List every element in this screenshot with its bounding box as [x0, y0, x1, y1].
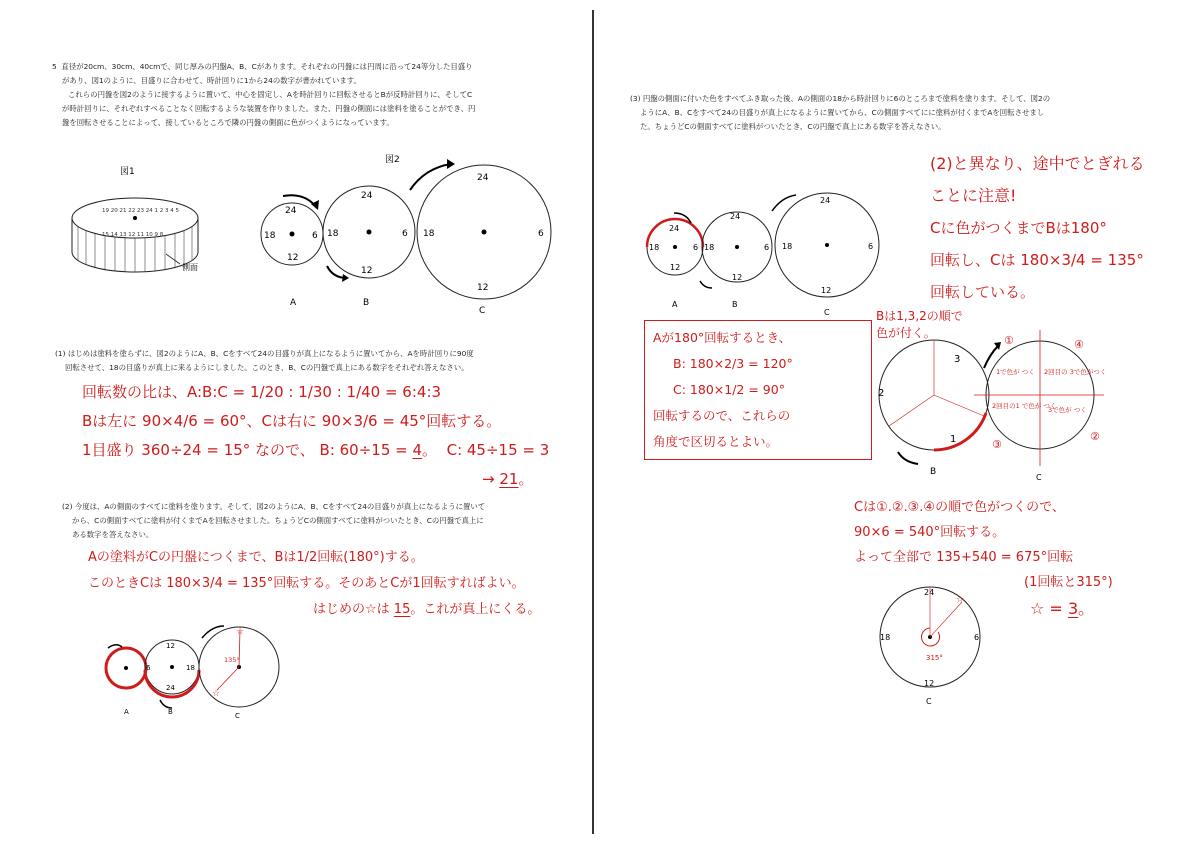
svg-text:24: 24	[924, 588, 935, 597]
svg-text:18: 18	[423, 229, 435, 239]
svg-text:C: C	[1036, 473, 1042, 482]
figure-2	[255, 150, 565, 320]
svg-text:6: 6	[402, 229, 408, 239]
c-quadrant-4: 3で色が つく	[1048, 406, 1087, 414]
mark-4: ④	[1074, 338, 1084, 351]
svg-text:6: 6	[868, 242, 874, 251]
answer-b: 4	[412, 441, 423, 459]
b-order-note: Bは1,3,2の順で 色が付く。	[876, 309, 963, 340]
mark-2: ②	[1090, 430, 1100, 443]
svg-text:6: 6	[312, 231, 318, 241]
svg-text:18: 18	[264, 231, 276, 241]
svg-text:6: 6	[974, 633, 980, 642]
question-1-solution: 回転数の比は、A:B:C = 1/20 : 1/30 : 1/40 = 6:4:3 Bは左に 90×4/6 = 60°、Cは右に 90×3/6 = 45°回転する。 1目盛り 360÷24 = 15° なので、 B: 60÷15 = 4。 C: 45÷15 = 3 → 21。	[82, 383, 550, 488]
svg-text:18: 18	[880, 633, 891, 642]
b-c-figure	[864, 328, 1154, 488]
svg-text:12: 12	[287, 253, 299, 263]
svg-text:24: 24	[361, 191, 373, 201]
c-quadrant-1: 1で色が つく	[996, 368, 1035, 376]
svg-text:19 20 21 22 23 24 1 2 3 4 5: 19 20 21 22 23 24 1 2 3 4 5	[102, 208, 179, 214]
question-2-text: (2) 今度は、Aの側面のすべてに塗料を塗ります。そして、図2のようにA、B、Cをすべて24の目盛りが真上になるように置いて から、Cの側面すべてに塗料が付くまでAを回転させました。ちょうどCの側面すべてに塗料がついたとき、Cの円盤で真上に ある数字を答えなさい。	[62, 502, 486, 539]
svg-text:A: A	[124, 708, 129, 716]
angle-135-label: 135°	[224, 656, 240, 664]
svg-text:24: 24	[820, 196, 831, 205]
c-quadrant-3: 2回目の1 で色が つく	[992, 402, 1057, 410]
svg-text:1: 1	[950, 434, 957, 445]
question-2-solution: Aの塗料がCの円盤につくまで、Bは1/2回転(180°)する。 このときCは 180×3/4 = 135°回転する。そのあとCが1回転すればよい。 はじめの☆は 15。これが真上にくる。	[88, 550, 541, 617]
question-2-figure	[100, 620, 290, 720]
rotation-box: Aが180°回転するとき、 B: 180×2/3 = 120° C: 180×1/2 = 90° 回転するので、これらの 角度で区切るとよい。	[644, 320, 872, 460]
svg-text:12: 12	[166, 642, 175, 650]
svg-text:24: 24	[166, 684, 175, 692]
angle-315-label: 315°	[926, 654, 943, 662]
svg-text:18: 18	[327, 229, 339, 239]
disk-c-label: C	[479, 306, 486, 316]
svg-text:12: 12	[821, 286, 832, 295]
svg-text:C: C	[926, 697, 932, 706]
svg-text:C: C	[824, 308, 830, 317]
svg-text:☆: ☆	[236, 627, 245, 637]
right-page	[594, 0, 1200, 848]
answer-q3: 3	[1067, 599, 1079, 618]
svg-text:12: 12	[670, 263, 681, 272]
svg-text:6: 6	[764, 243, 770, 252]
disk-b-label: B	[363, 298, 370, 308]
answer-c: 21	[499, 470, 519, 488]
problem-statement: 5 直径が20cm、30cm、40cmで、同じ厚みの円盤A、B、Cがあります。それぞれの円盤には円周に沿って24等分した目盛り があり、図1のように、目盛りに合わせて、時計回りに1から24の数字が書かれています。 これらの円盤を図2のように接するように置いて、中心を固定し、Aを時計回りに回転させるとBが反時計回りに、そしてC が時計回りに、それぞれすべることなく回転するような装置を作りました。また、円盤の側面には塗料を塗ることができ、円 盤を回転させることによって、接しているところで隣の円盤の側面に色がつくようになっています。	[52, 62, 476, 127]
svg-text:18: 18	[186, 664, 195, 672]
figure-1	[62, 160, 242, 285]
svg-text:2: 2	[878, 388, 885, 399]
svg-text:24: 24	[730, 212, 741, 221]
svg-text:B: B	[930, 467, 937, 477]
svg-text:C: C	[235, 712, 240, 720]
final-answer: ☆ = 3。	[1030, 599, 1095, 618]
question-3-c-dial	[870, 580, 990, 710]
svg-text:12: 12	[924, 679, 935, 688]
svg-text:6: 6	[538, 229, 544, 239]
svg-text:3: 3	[954, 354, 961, 365]
mark-3: ③	[992, 438, 1002, 451]
side-label: 側面	[182, 263, 198, 272]
svg-text:12: 12	[477, 283, 489, 293]
c-quadrant-2: 2回目の 3で色がつく	[1044, 368, 1107, 376]
svg-text:18: 18	[782, 242, 793, 251]
svg-text:18: 18	[649, 243, 660, 252]
svg-text:12: 12	[361, 266, 373, 276]
question-3-figure	[644, 185, 894, 320]
mark-1: ①	[1004, 334, 1014, 347]
disk-a-label: A	[290, 298, 297, 308]
question-1-text: (1) はじめは塗料を塗らずに、図2のようにA、B、Cをすべて24の目盛りが真上になるように置いてから、Aを時計回りに90度 回転させて、18の目盛りが真上に来るようにしました。このとき、B、Cの円盤で真上にある数字をそれぞれ答えなさい。	[55, 349, 474, 372]
c-order-solution: Cは①.②.③.④の順で色がつくので、 90×6 = 540°回転する。 よって全部で 135+540 = 675°回転 (1回転と315°)	[854, 500, 1113, 590]
svg-text:B: B	[732, 300, 738, 309]
svg-text:24: 24	[477, 173, 489, 183]
svg-text:15 14 13 12 11 10 9 8: 15 14 13 12 11 10 9 8	[102, 232, 164, 238]
svg-text:18: 18	[704, 243, 715, 252]
problem-number: 5	[52, 62, 57, 71]
figure-1-title: 図1	[120, 167, 135, 177]
svg-text:A: A	[672, 300, 678, 309]
svg-text:☆: ☆	[212, 689, 221, 699]
svg-text:24: 24	[669, 224, 680, 233]
answer-q2: 15	[393, 602, 411, 617]
svg-text:24: 24	[285, 206, 297, 216]
question-3-note: (2)と異なり、途中でとぎれる ことに注意! Cに色がつくまでBは180° 回転し、Cは 180×3/4 = 135° 回転している。	[930, 154, 1145, 301]
question-3-text: (3) 円盤の側面に付いた色をすべてふき取った後、Aの側面の18から時計回りに6のところまで塗料を塗ります。そして、図2の ようにA、B、Cをすべて24の目盛りが真上になるように置いてから、Cの側面すべてにに塗料が付くまでAを回転させまし た。ちょうどCの側面すべてに塗料がついたとき、Cの円盤で真上にある数字を答えなさい。	[630, 94, 1051, 131]
svg-text:☆: ☆	[956, 595, 965, 605]
svg-text:B: B	[168, 708, 173, 716]
svg-text:6: 6	[146, 664, 151, 672]
svg-text:12: 12	[732, 273, 743, 282]
left-page	[0, 0, 592, 848]
svg-text:6: 6	[693, 243, 699, 252]
figure-2-title: 図2	[385, 155, 400, 165]
